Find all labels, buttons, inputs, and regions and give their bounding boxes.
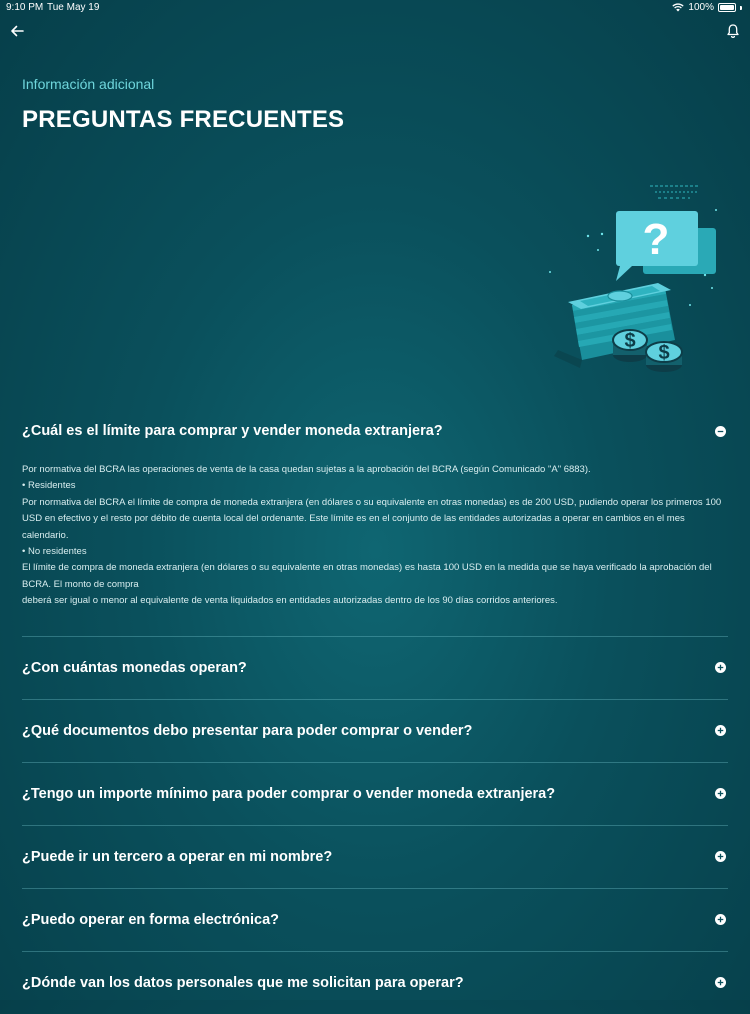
faq-question-toggle[interactable] — [22, 889, 728, 951]
notifications-button[interactable] — [724, 22, 742, 40]
faq-question: ¿Dónde van los datos personales que me solicitan para operar? — [22, 974, 464, 991]
battery-percent: 100% — [688, 2, 714, 13]
section-subtitle: Información adicional — [22, 76, 155, 92]
faq-question-toggle[interactable] — [22, 826, 728, 888]
svg-text:$: $ — [624, 330, 636, 352]
faq-list — [22, 400, 728, 1014]
status-time: 9:10 PM — [6, 2, 44, 13]
svg-text:$: $ — [658, 342, 670, 364]
battery-icon — [718, 3, 736, 12]
arrow-left-icon — [12, 27, 23, 36]
faq-question-toggle[interactable] — [22, 763, 728, 825]
faq-question-toggle[interactable] — [22, 637, 728, 699]
wifi-icon — [672, 3, 684, 12]
plus-circle-icon[interactable] — [715, 725, 726, 736]
back-button[interactable] — [8, 22, 26, 40]
page-title: PREGUNTAS FRECUENTES — [22, 106, 345, 133]
status-right — [672, 2, 742, 13]
status-date: Tue May 19 — [47, 2, 100, 13]
faq-item — [22, 400, 728, 637]
faq-question-toggle[interactable] — [22, 952, 728, 1014]
plus-circle-icon[interactable] — [715, 914, 726, 925]
decor-lines — [650, 186, 700, 198]
svg-text:?: ? — [642, 215, 670, 264]
plus-circle-icon[interactable] — [715, 851, 726, 862]
faq-question: ¿Qué documentos debo presentar para poder comprar o vender? — [22, 722, 473, 739]
faq-item — [22, 889, 728, 952]
bell-icon — [728, 25, 738, 37]
faq-item — [22, 763, 728, 826]
plus-circle-icon[interactable] — [715, 977, 726, 988]
faq-question-toggle[interactable] — [22, 400, 728, 462]
faq-item — [22, 637, 728, 700]
battery-cap — [740, 6, 742, 10]
faq-question: ¿Con cuántas monedas operan? — [22, 659, 247, 676]
minus-circle-icon[interactable] — [715, 426, 726, 437]
faq-item — [22, 826, 728, 889]
faq-question: ¿Puede ir un tercero a operar en mi nombre? — [22, 848, 333, 865]
faq-item — [22, 700, 728, 763]
plus-circle-icon[interactable] — [715, 662, 726, 673]
faq-question: ¿Cuál es el límite para comprar y vender moneda extranjera? — [22, 423, 443, 439]
faq-item — [22, 952, 728, 1014]
plus-circle-icon[interactable] — [715, 788, 726, 799]
faq-answer: Por normativa del BCRA las operaciones de venta de la casa quedan sujetas a la aprobación del BCRA (según Comunicado "A" 6883). • Residentes Por normativa del BCRA el límite de compra de moneda extranjera (en dólares o su equivalente en otras monedas) es de 200 USD, pudiendo operar los primeros 100 USD en efectivo y el resto por débito de cuenta local del ordenante. Este límite es en el conjunto de las entidades autorizadas a operar en cambios en el mes calendario. • No residentes El límite de compra de moneda extranjera (en dólares o su equivalente en otras monedas) es hasta 100 USD en la medida que se haya verificado la aprobación del BCRA. El monto de compra deberá ser igual o menor al equivalente de venta liquidados en entidades autorizadas dentro de los 90 días corridos anteriores. — [22, 464, 722, 607]
faq-question-toggle[interactable] — [22, 700, 728, 762]
faq-question: ¿Puedo operar en forma electrónica? — [22, 911, 280, 928]
status-bar — [0, 0, 750, 16]
faq-money-illustration — [540, 180, 740, 380]
faq-question: ¿Tengo un importe mínimo para poder comprar o vender moneda extranjera? — [22, 785, 556, 802]
